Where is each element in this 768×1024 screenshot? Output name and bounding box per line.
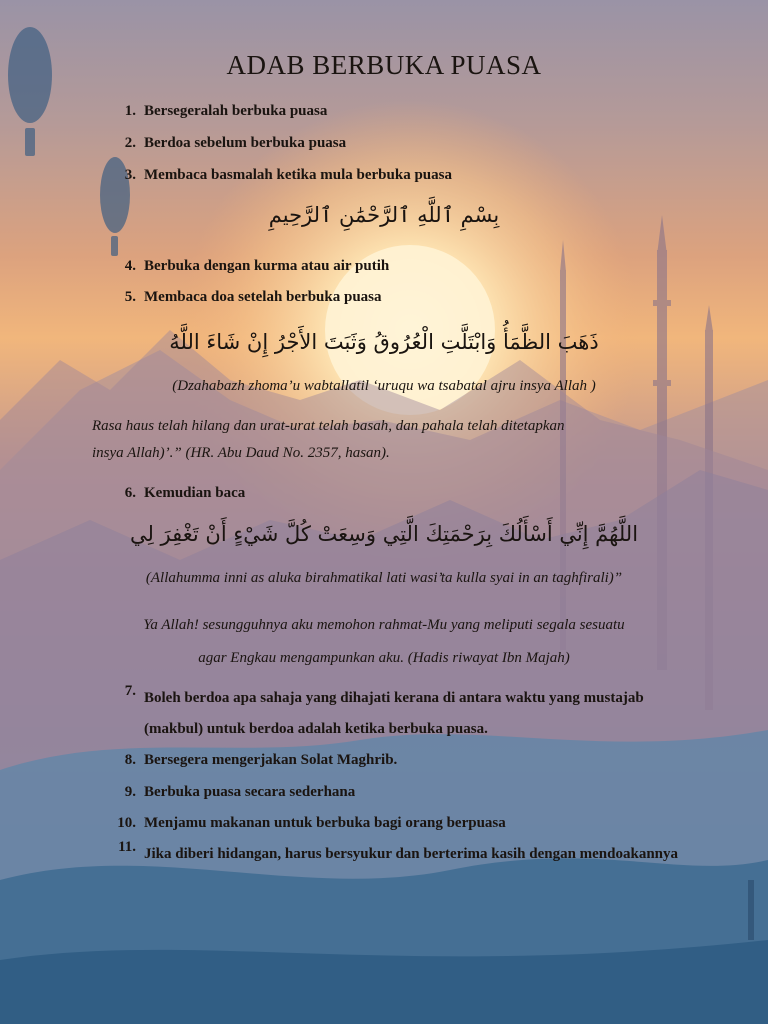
- item-number: 5.: [124, 289, 136, 305]
- list-item: [110, 784, 355, 801]
- item-text: Jika diberi hidangan, harus bersyukur dan berterima kasih dengan mendoakannya: [144, 846, 679, 862]
- item-number: 4.: [124, 258, 136, 274]
- page-title: ADAB BERBUKA PUASA: [226, 50, 542, 80]
- list-item: [110, 815, 506, 832]
- doa-rahmat-transliteration: (Allahumma inni as aluka birahmatikal lati wasi’ta kulla syai in an taghfirali)”: [145, 570, 623, 586]
- item-number: 9.: [124, 784, 136, 800]
- doa-rahmat-meaning-line2: agar Engkau mengampunkan aku. (Hadis riwayat Ibn Majah): [198, 650, 570, 666]
- item-number: 1.: [124, 103, 136, 119]
- item-number: 6.: [124, 485, 136, 501]
- basmalah-arabic: بِسْمِ ٱللَّهِ ٱلرَّحْمَٰنِ ٱلرَّحِيمِ: [268, 203, 500, 227]
- item-number: 3.: [124, 167, 136, 183]
- item-text: Bersegera mengerjakan Solat Maghrib.: [144, 752, 398, 768]
- list-item: [110, 683, 684, 745]
- list-item: [110, 103, 327, 120]
- item-number: 2.: [124, 135, 136, 151]
- item-number: 11.: [118, 839, 136, 855]
- list-item: [110, 135, 346, 152]
- item-text: Bersegeralah berbuka puasa: [144, 103, 328, 119]
- item-text: Berbuka dengan kurma atau air putih: [144, 258, 390, 274]
- item-number: 7.: [124, 683, 136, 699]
- item-text: Menjamu makanan untuk berbuka bagi orang berpuasa: [144, 815, 506, 831]
- item-text: Berdoa sebelum berbuka puasa: [144, 135, 347, 151]
- item-text: Kemudian baca: [144, 485, 246, 501]
- list-item: [110, 485, 245, 502]
- doa-berbuka-arabic: ذَهَبَ الظَّمَأُ وَابْتَلَّتِ الْعُرُوقُ وَثَبَتَ الأَجْرُ إِنْ شَاءَ اللَّهُ: [169, 330, 599, 354]
- item-text: Boleh berdoa apa sahaja yang dihajati kerana di antara waktu yang mustajab (makbul) untuk berdoa adalah ketika berbuka puasa.: [144, 690, 644, 737]
- list-item: [110, 289, 382, 306]
- list-item: [110, 839, 684, 870]
- item-text: Berbuka puasa secara sederhana: [144, 784, 356, 800]
- doa-berbuka-transliteration: (Dzahabazh zhoma’u wabtallatil ‘uruqu wa tsabatal ajru insya Allah ): [172, 378, 596, 394]
- doa-rahmat-arabic: اللَّهُمَّ إِنِّي أَسْأَلُكَ بِرَحْمَتِكَ الَّتِي وَسِعَتْ كُلَّ شَيْءٍ أَنْ تَغْفِرَ لِي: [129, 522, 639, 546]
- item-text: Membaca doa setelah berbuka puasa: [144, 289, 382, 305]
- doa-berbuka-meaning-line2: insya Allah)’.” (HR. Abu Daud No. 2357, hasan).: [92, 445, 390, 461]
- list-item: [110, 752, 397, 769]
- item-text: Membaca basmalah ketika mula berbuka puasa: [144, 167, 452, 183]
- list-item: [110, 167, 452, 184]
- doa-rahmat-meaning-line1: Ya Allah! sesungguhnya aku memohon rahmat-Mu yang meliputi segala sesuatu: [143, 617, 625, 633]
- item-number: 8.: [124, 752, 136, 768]
- item-number: 10.: [117, 815, 136, 831]
- doa-berbuka-meaning-line1: Rasa haus telah hilang dan urat-urat telah basah, dan pahala telah ditetapkan: [92, 418, 565, 434]
- list-item: [110, 258, 389, 275]
